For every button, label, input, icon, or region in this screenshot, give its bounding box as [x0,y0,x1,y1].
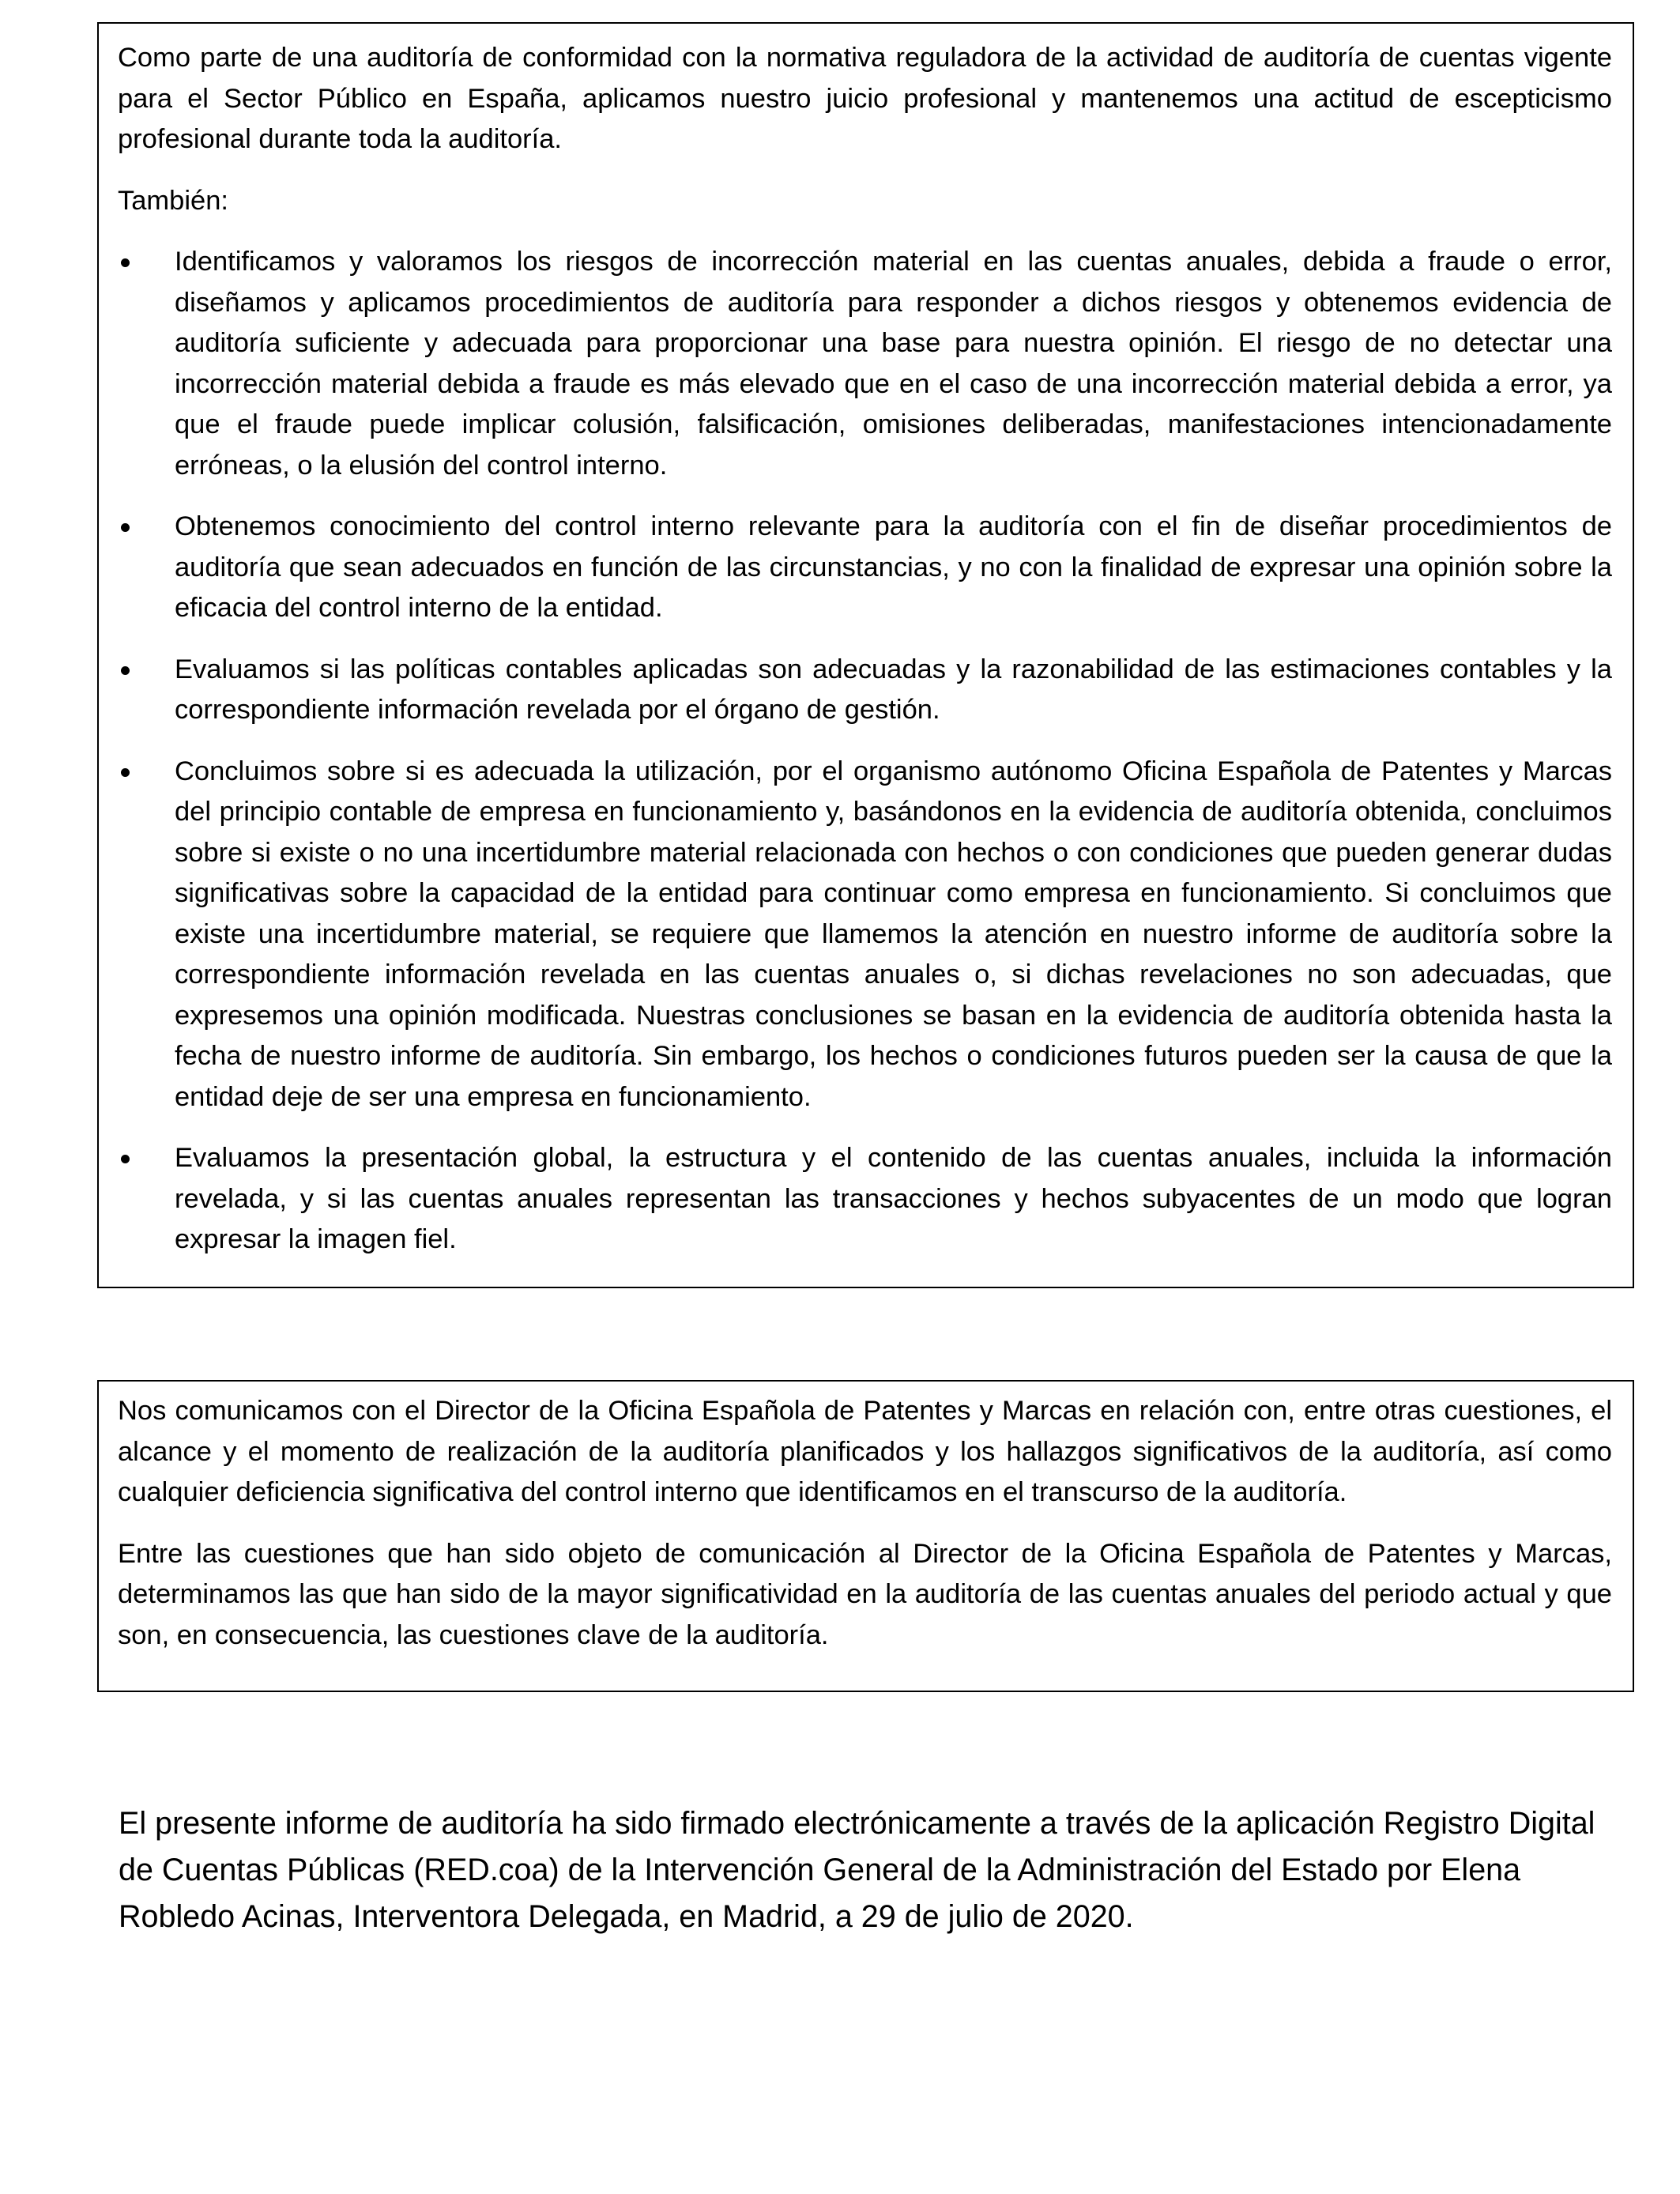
list-item-text: Evaluamos la presentación global, la estructura y el contenido de las cuentas anuales, incluida la información revelada, y si las cuentas anuales representan las transacciones y hechos subyacentes de un modo que logran expresar la imagen fiel. [175,1143,1612,1254]
electronic-signature-statement: El presente informe de auditoría ha sido firmado electrónicamente a través de la aplicación Registro Digital de Cuentas Públicas (RED.coa) de la Intervención General de la Administración del Estado por Elena Robledo Acinas, Interventora Delegada, en Madrid, a 29 de julio de 2020. [119,1806,1595,1934]
list-item [118,242,1612,486]
communication-box [97,1380,1634,1692]
list-item-text: Evaluamos si las políticas contables aplicadas son adecuadas y la razonabilidad de las estimaciones contables y la correspondiente información revelada por el órgano de gestión. [175,654,1612,725]
list-item [118,1138,1612,1261]
bullet-icon [121,768,130,777]
audit-responsibilities-box [97,22,1634,1288]
bullet-icon [121,258,130,267]
key-matters-paragraph: Entre las cuestiones que han sido objeto de comunicación al Director de la Oficina Española de Patentes y Marcas, determinamos las que han sido de la mayor significatividad en la auditoría de las cuentas anuales del periodo actual y que son, en consecuencia, las cuestiones clave de la auditoría. [118,1538,1612,1650]
tambien-label: También: [118,185,228,216]
list-item-text: Obtenemos conocimiento del control interno relevante para la auditoría con el fin de diseñar procedimientos de auditoría que sean adecuados en función de las circunstancias, y no con la finalidad de expresar una opinión sobre la eficacia del control interno de la entidad. [175,511,1612,623]
bullet-icon [121,1155,130,1163]
list-item [118,650,1612,731]
communication-paragraph: Nos comunicamos con el Director de la Oficina Española de Patentes y Marcas en relación con, entre otras cuestiones, el alcance y el momento de realización de la auditoría planificados y los hallazgos significativos de la auditoría, así como cualquier deficiencia significativa del control interno que identificamos en el transcurso de la auditoría. [118,1396,1612,1507]
list-item [118,507,1612,629]
bullet-icon [121,523,130,532]
bullet-icon [121,666,130,675]
list-item-text: Identificamos y valoramos los riesgos de incorrección material en las cuentas anuales, debida a fraude o error, diseñamos y aplicamos procedimientos de auditoría para responder a dichos riesgos y obtenemos evidencia de auditoría suficiente y adecuada para proporcionar una base para nuestra opinión. El riesgo de no detectar una incorrección material debida a fraude es más elevado que en el caso de una incorrección material debida a error, ya que el fraude puede implicar colusión, falsificación, omisiones deliberadas, manifestaciones intencionadamente erróneas, o la elusión del control interno. [175,247,1612,481]
procedures-list [118,242,1612,1261]
list-item-text: Concluimos sobre si es adecuada la utilización, por el organismo autónomo Oficina Española de Patentes y Marcas del principio contable de empresa en funcionamiento y, basándonos en la evidencia de auditoría obtenida, concluimos sobre si existe o no una incertidumbre material relacionada con hechos o con condiciones que pueden generar dudas significativas sobre la capacidad de la entidad para continuar como empresa en funcionamiento. Si concluimos que existe una incertidumbre material, se requiere que llamemos la atención en nuestro informe de auditoría sobre la correspondiente información revelada en las cuentas anuales o, si dichas revelaciones no son adecuadas, que expresemos una opinión modificada. Nuestras conclusiones se basan en la evidencia de auditoría obtenida hasta la fecha de nuestro informe de auditoría. Sin embargo, los hechos o condiciones futuros pueden ser la causa de que la entidad deje de ser una empresa en funcionamiento. [175,756,1612,1112]
list-item [118,752,1612,1118]
intro-paragraph: Como parte de una auditoría de conformidad con la normativa reguladora de la actividad de auditoría de cuentas vigente para el Sector Público en España, aplicamos nuestro juicio profesional y mantenemos una actitud de escepticismo profesional durante toda la auditoría. [118,43,1612,154]
